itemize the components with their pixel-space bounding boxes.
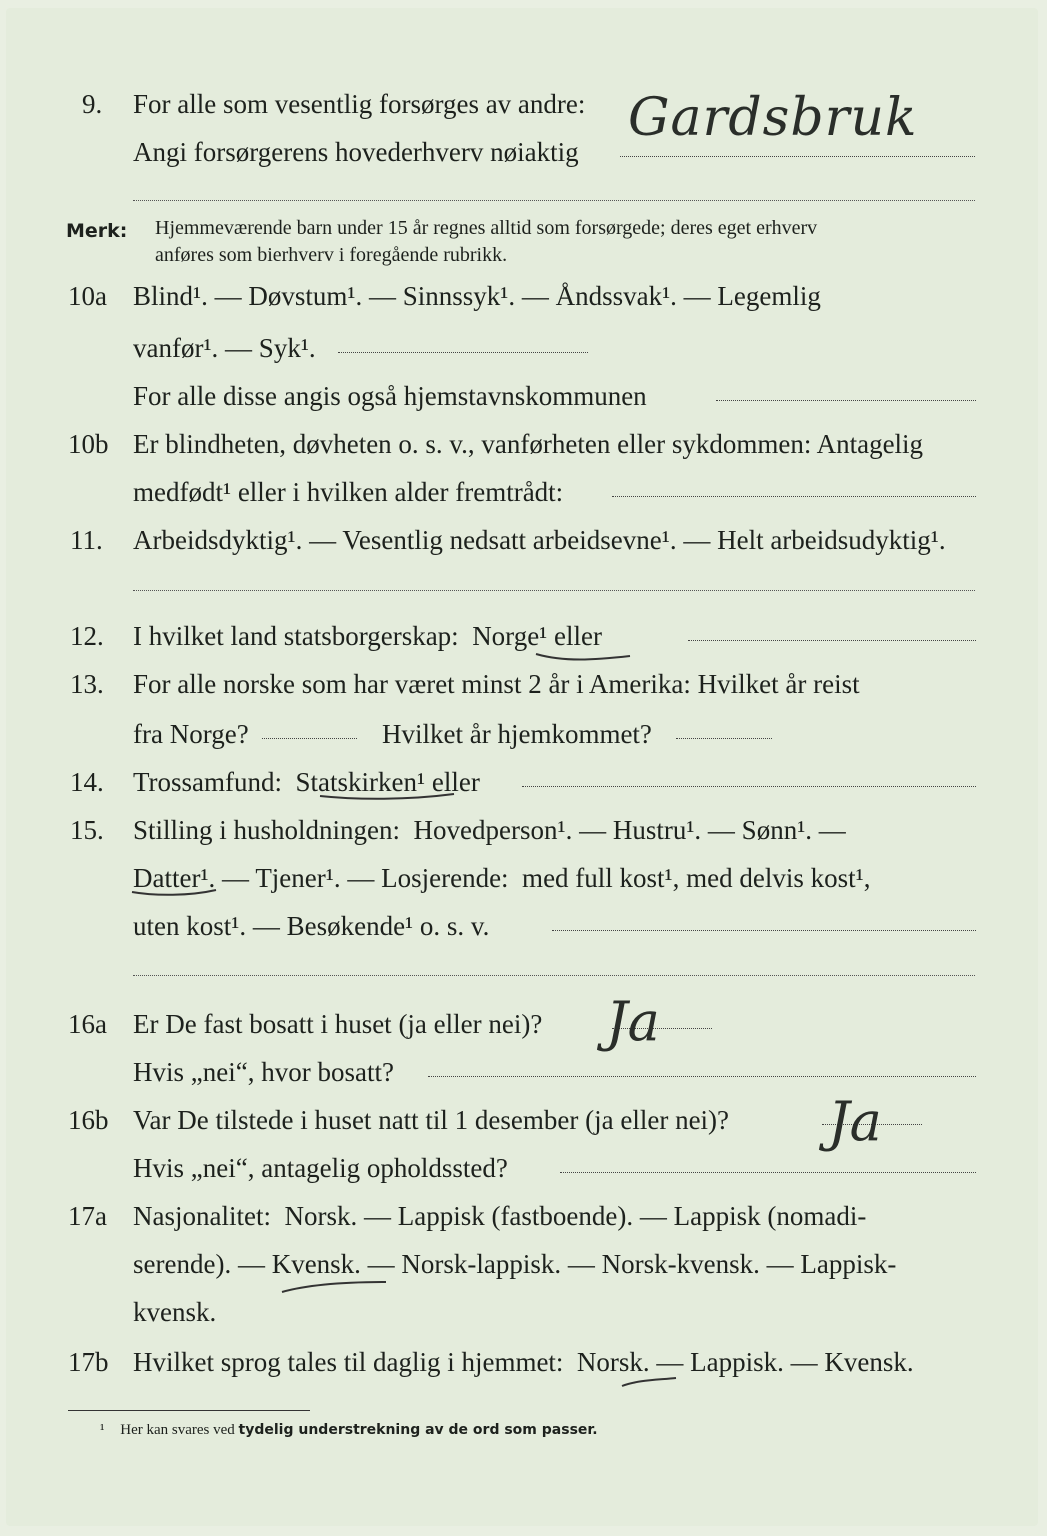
q17a-line3: kvensk. — [133, 1297, 217, 1327]
q14-underline-statskirken — [318, 792, 458, 812]
q17a-line2: serende). — Kvensk. — Norsk-lappisk. — Norsk-kvensk. — Lappisk- — [133, 1249, 897, 1279]
q16a-number: 16a — [68, 1009, 107, 1039]
q16b-number: 16b — [68, 1105, 109, 1135]
q10b-answer-line — [612, 496, 976, 497]
q10a-line3: For alle disse angis også hjemstavnskommunen — [133, 381, 647, 411]
footnote-bold-text: tydelig understrekning av de ord som passer. — [238, 1422, 598, 1438]
q10b-line1: Er blindheten, døvheten o. s. v., vanførheten eller sykdommen: Antagelig — [133, 429, 924, 459]
q11-blank-line — [133, 590, 975, 591]
q15-line1: Stilling i husholdningen: Hovedperson¹. — Hustru¹. — Sønn¹. — — [133, 815, 846, 845]
q17b-number: 17b — [68, 1347, 109, 1377]
q9-number: 9. — [82, 89, 103, 119]
q15-answer-line — [552, 930, 976, 931]
q12-answer-line — [688, 640, 976, 641]
q13-line2b: Hvilket år hjemkommet? — [382, 719, 652, 749]
q16b-line1: Var De tilstede i huset natt til 1 desember (ja eller nei)? — [133, 1105, 730, 1135]
q13-line2a: fra Norge? — [133, 719, 249, 749]
q11-line1: Arbeidsdyktig¹. — Vesentlig nedsatt arbeidsevne¹. — Helt arbeidsudyktig¹. — [133, 525, 946, 555]
q11-number: 11. — [70, 525, 103, 555]
q16b-opholdssted-line — [560, 1172, 976, 1173]
q16a-bosatt-line — [428, 1076, 976, 1077]
q14-number: 14. — [70, 767, 104, 797]
footnote-rule — [68, 1410, 310, 1411]
footnote — [100, 1422, 598, 1439]
q10a-number: 10a — [68, 281, 107, 311]
q9-line1: For alle som vesentlig forsørges av andre: — [133, 89, 586, 119]
q10b-line2: medfødt¹ eller i hvilken alder fremtrådt: — [133, 477, 564, 507]
q16a-line1: Er De fast bosatt i huset (ja eller nei)? — [133, 1009, 543, 1039]
q10a-line2: vanfør¹. — Syk¹. — [133, 333, 316, 363]
q17b-line1: Hvilket sprog tales til daglig i hjemmet: Norsk. — Lappisk. — Kvensk. — [133, 1347, 914, 1377]
q9-line2: Angi forsørgerens hovederhverv nøiaktig — [133, 137, 579, 167]
q15-line3: uten kost¹. — Besøkende¹ o. s. v. — [133, 911, 490, 941]
q15-number: 15. — [70, 815, 104, 845]
q15-blank-line — [133, 975, 975, 976]
q10a-syk-line — [338, 352, 588, 353]
q10a-kommune-line — [716, 400, 976, 401]
q17a-line1: Nasjonalitet: Norsk. — Lappisk (fastboende). — Lappisk (nomadi- — [133, 1201, 867, 1231]
merk-line1: Hjemmeværende barn under 15 år regnes alltid som forsørgede; deres eget erhverv — [155, 217, 818, 239]
q17b-underline-norsk — [620, 1376, 680, 1396]
merk-line2: anføres som bierhverv i foregående rubrikk. — [155, 244, 508, 266]
q10a-line1: Blind¹. — Døvstum¹. — Sinnssyk¹. — Åndssvak¹. — Legemlig — [133, 281, 821, 311]
q13-hjemkommet-line — [676, 738, 772, 739]
q13-line1: For alle norske som har været minst 2 år i Amerika: Hvilket år reist — [133, 669, 860, 699]
q9-blank-line — [133, 200, 975, 201]
q12-line1: I hvilket land statsborgerskap: Norge¹ eller — [133, 621, 602, 651]
q16a-handwritten-answer: Ja — [606, 990, 660, 1053]
q13-number: 13. — [70, 669, 104, 699]
q15-underline-datter — [130, 888, 220, 908]
q12-underline-norge — [534, 648, 634, 668]
q12-number: 12. — [70, 621, 104, 651]
footnote-text: Her kan svares ved — [120, 1422, 235, 1438]
merk-label: Merk: — [66, 220, 128, 242]
q17a-underline-kvensk — [280, 1278, 390, 1302]
q17a-number: 17a — [68, 1201, 107, 1231]
q14-answer-line — [522, 786, 976, 787]
q16a-line2: Hvis „nei“, hvor bosatt? — [133, 1057, 394, 1087]
q16b-handwritten-answer: Ja — [828, 1090, 882, 1153]
q10b-number: 10b — [68, 429, 109, 459]
q14-line1: Trossamfund: Statskirken¹ eller — [133, 767, 480, 797]
q9-handwritten-answer: Gardsbruk — [628, 88, 918, 148]
q15-line2: Datter¹. — Tjener¹. — Losjerende: med full kost¹, med delvis kost¹, — [133, 863, 871, 893]
footnote-mark: ¹ — [100, 1422, 105, 1438]
q13-reist-line — [262, 738, 357, 739]
q16b-line2: Hvis „nei“, antagelig opholdssted? — [133, 1153, 508, 1183]
q9-answer-line — [620, 156, 975, 157]
